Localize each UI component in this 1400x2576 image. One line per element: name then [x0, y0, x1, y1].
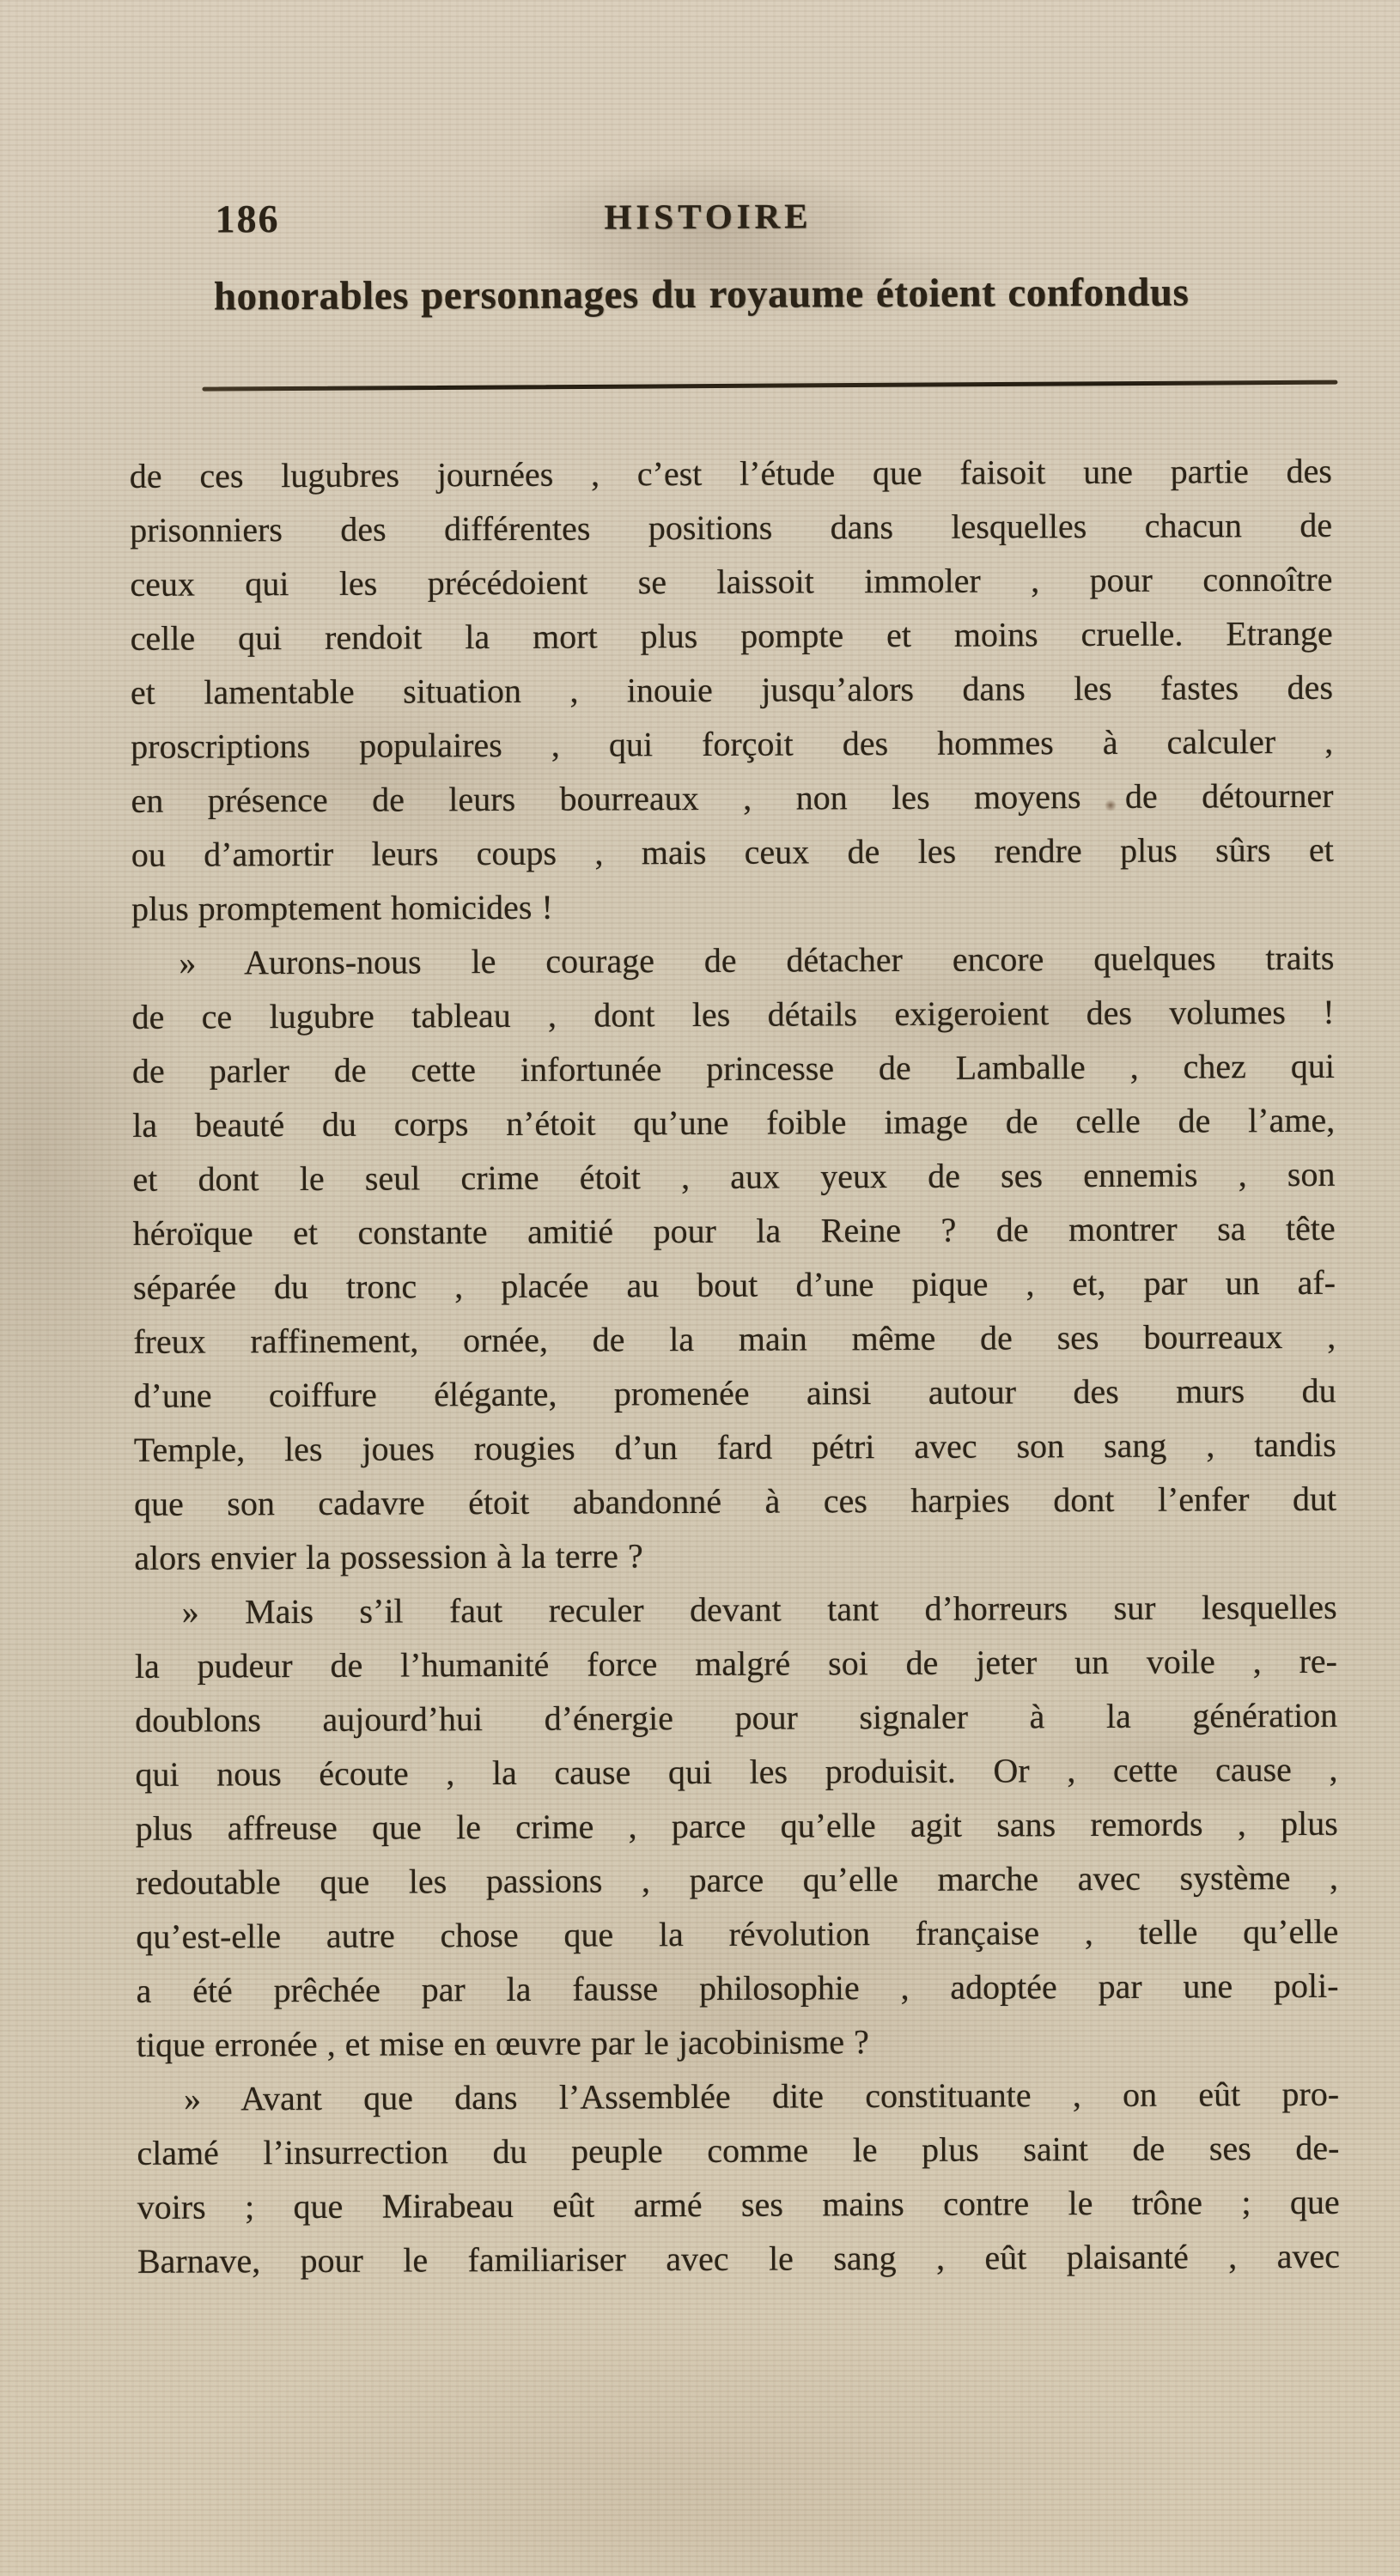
text-line: clamé l’insurrection du peuple comme le plus saint de ses de-	[137, 2128, 1340, 2172]
catchline: honorables personnages du royaume étoient confondus	[213, 270, 1190, 319]
text-line: » Mais s’il faut reculer devant tant d’horreurs sur lesquelles	[181, 1587, 1337, 1631]
text-line: séparée du tronc , placée au bout d’une pique , et, par un af-	[132, 1262, 1336, 1307]
text-line: » Avant que dans l’Assemblée dite constituante , on eût pro-	[184, 2074, 1340, 2118]
text-line: la pudeur de l’humanité force malgré soi de jeter un voile , re-	[134, 1641, 1338, 1686]
text-line: d’une coiffure élégante, promenée ainsi autour des murs du	[133, 1370, 1336, 1415]
running-title: HISTOIRE	[604, 196, 813, 237]
text-line: héroïque et constante amitié pour la Reine ? de montrer sa tête	[132, 1208, 1336, 1253]
text-line: voirs ; que Mirabeau eût armé ses mains contre le trône ; que	[137, 2182, 1340, 2227]
body-text	[130, 444, 1340, 2288]
text-line: et lamentable situation , inouie jusqu’alors dans les fastes des	[130, 667, 1334, 712]
text-line: de ce lugubre tableau , dont les détails exigeroient des volumes !	[131, 992, 1335, 1036]
text-line: » Aurons-nous le courage de détacher encore quelques traits	[179, 938, 1335, 982]
text-line: en présence de leurs bourreaux , non les moyens de détourner	[131, 775, 1334, 820]
text-line: Barnave, pour le familiariser avec le sang , eût plaisanté , avec	[137, 2236, 1341, 2281]
text-line: tique erronée , et mise en œuvre par le jacobinisme ?	[136, 2022, 869, 2064]
page-number: 186	[215, 197, 280, 241]
text-line: de parler de cette infortunée princesse de Lamballe , chez qui	[131, 1046, 1335, 1091]
text-line: celle qui rendoit la mort plus pompte et moins cruelle. Etrange	[130, 613, 1333, 658]
text-line: Temple, les joues rougies d’un fard pétri avec son sang , tandis	[133, 1425, 1336, 1469]
text-line: a été prêchée par la fausse philosophie , adoptée par une poli-	[136, 1965, 1339, 2010]
text-line: ou d’amortir leurs coups , mais ceux de les rendre plus sûrs et	[131, 829, 1334, 874]
text-line: plus promptement homicides !	[131, 887, 553, 928]
text-line: qui nous écoute , la cause qui les produisit. Or , cette cause ,	[135, 1749, 1338, 1794]
text-line: qu’est-elle autre chose que la révolution française , telle qu’elle	[136, 1911, 1339, 1956]
text-line: freux raffinement, ornée, de la main même de ses bourreaux ,	[133, 1316, 1336, 1361]
text-line: doublons aujourd’hui d’énergie pour signaler à la génération	[135, 1695, 1338, 1740]
text-line: redoutable que les passions , parce qu’elle marche avec système ,	[135, 1857, 1339, 1902]
text-line: que son cadavre étoit abandonné à ces harpies dont l’enfer dut	[133, 1479, 1337, 1523]
text-line: proscriptions populaires , qui forçoit des hommes à calculer ,	[131, 721, 1334, 766]
text-line: prisonniers des différentes positions dans lesquelles chacun de	[130, 505, 1333, 550]
header-rule	[202, 380, 1337, 392]
text-line: la beauté du corps n’étoit qu’une foible image de celle de l’ame,	[132, 1100, 1336, 1145]
text-line: de ces lugubres journées , c’est l’étude que faisoit une partie des	[129, 451, 1332, 495]
text-line: et dont le seul crime étoit , aux yeux de ses ennemis , son	[132, 1154, 1336, 1199]
text-line: plus affreuse que le crime , parce qu’elle agit sans remords , plus	[135, 1803, 1338, 1848]
text-line: ceux qui les précédoient se laissoit immoler , pour connoître	[130, 559, 1333, 604]
text-line: alors envier la possession à la terre ?	[134, 1536, 643, 1577]
